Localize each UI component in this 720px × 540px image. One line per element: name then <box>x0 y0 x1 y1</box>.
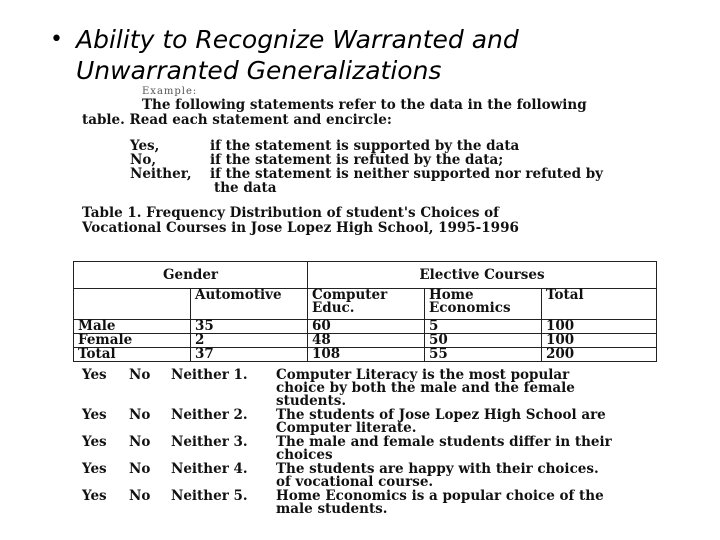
statement-item <box>82 490 662 516</box>
option-no <box>130 153 650 167</box>
cell-home-economics: 55 <box>425 348 542 362</box>
scanned-worksheet <box>78 86 662 526</box>
statement-number: 5. <box>233 488 248 504</box>
statement-line-2: male students. <box>276 501 388 517</box>
cell-computer: 60 <box>308 320 425 334</box>
statement-number: 1. <box>233 367 248 383</box>
instructions <box>82 98 642 128</box>
header-home-line-1: Home <box>429 287 474 303</box>
option-text: if the statement is refuted by the data; <box>210 152 504 168</box>
choice-yes[interactable]: Yes <box>82 407 107 423</box>
statement-line-3: students. <box>276 393 347 409</box>
statement-line-1: Home Economics is a popular choice of the <box>276 488 604 504</box>
choice-yes[interactable]: Yes <box>82 434 107 450</box>
frequency-table <box>73 261 657 362</box>
statement-text <box>276 463 662 489</box>
header-home-line-2: Economics <box>429 300 511 316</box>
statement-line-2: of vocational course. <box>276 474 434 490</box>
cell-automotive: 2 <box>191 334 308 348</box>
option-neither <box>130 167 650 181</box>
statement-line-1: The male and female students differ in their <box>276 434 612 450</box>
choice-neither[interactable] <box>171 369 276 408</box>
header-elective-courses: Elective Courses <box>308 262 657 289</box>
table-caption <box>82 206 642 236</box>
statement-number: 3. <box>233 434 248 450</box>
statement-item <box>82 369 662 408</box>
statement-line-1: The students are happy with their choices. <box>276 461 599 477</box>
option-key: Yes, <box>130 138 160 154</box>
answer-options <box>130 139 650 195</box>
header-automotive: Automotive <box>191 289 308 320</box>
table-caption-line-1: Table 1. Frequency Distribution of student's Choices of <box>82 205 499 221</box>
choice-neither-label: Neither <box>171 488 229 504</box>
cell-home-economics: 50 <box>425 334 542 348</box>
choice-neither-label: Neither <box>171 461 229 477</box>
cell-total: 100 <box>542 334 657 348</box>
statement-line-1: The students of Jose Lopez High School are <box>276 407 606 423</box>
header-total: Total <box>542 289 657 320</box>
instructions-line-2: table. Read each statement and encircle: <box>82 112 392 128</box>
option-text: if the statement is supported by the data <box>210 138 520 154</box>
statement-item <box>82 463 662 489</box>
table-row <box>74 348 657 362</box>
statement-text <box>276 369 662 408</box>
bullet-icon: • <box>50 27 63 52</box>
choice-neither-label: Neither <box>171 434 229 450</box>
statement-item <box>82 436 662 462</box>
title-line-2: Unwarranted Generalizations <box>76 56 442 85</box>
statement-item <box>82 409 662 435</box>
choice-no[interactable]: No <box>129 367 151 383</box>
statement-line-2: Computer literate. <box>276 420 417 436</box>
statement-number: 2. <box>233 407 248 423</box>
row-label: Total <box>74 348 191 362</box>
row-label: Female <box>74 334 191 348</box>
option-yes <box>130 139 650 153</box>
choice-neither-label: Neither <box>171 367 229 383</box>
slide-title-text <box>76 24 706 86</box>
option-text-continued: the data <box>214 180 277 196</box>
cell-automotive: 37 <box>191 348 308 362</box>
title-line-1: Ability to Recognize Warranted and <box>76 25 519 54</box>
choice-neither[interactable] <box>171 436 276 462</box>
table-header-row <box>74 262 657 289</box>
cell-computer: 48 <box>308 334 425 348</box>
choice-no[interactable]: No <box>129 461 151 477</box>
option-key: Neither, <box>130 166 192 182</box>
header-blank <box>74 289 191 320</box>
instructions-line-1: The following statements refer to the data in the following <box>142 97 587 113</box>
statement-line-2: choice by both the male and the female <box>276 380 575 396</box>
option-text: if the statement is neither supported nor refuted by <box>210 166 604 182</box>
statement-text <box>276 436 662 462</box>
header-computer-line-2: Educ. <box>312 300 355 316</box>
header-home-economics <box>425 289 542 320</box>
table-caption-line-2: Vocational Courses in Jose Lopez High School, 1995-1996 <box>82 220 519 236</box>
choice-no[interactable]: No <box>129 407 151 423</box>
row-label: Male <box>74 320 191 334</box>
cell-computer: 108 <box>308 348 425 362</box>
statement-text <box>276 409 662 435</box>
choice-yes[interactable]: Yes <box>82 461 107 477</box>
choice-neither[interactable] <box>171 490 276 516</box>
statement-line-1: Computer Literacy is the most popular <box>276 367 570 383</box>
cropped-heading: Example: <box>142 86 198 97</box>
cell-automotive: 35 <box>191 320 308 334</box>
header-computer <box>308 289 425 320</box>
cell-total: 200 <box>542 348 657 362</box>
choice-yes[interactable]: Yes <box>82 367 107 383</box>
cell-home-economics: 5 <box>425 320 542 334</box>
statement-text <box>276 490 662 516</box>
table-subheader-row <box>74 289 657 320</box>
choice-neither[interactable] <box>171 409 276 435</box>
statement-line-2: choices <box>276 447 333 463</box>
choice-yes[interactable]: Yes <box>82 488 107 504</box>
header-gender: Gender <box>74 262 308 289</box>
choice-no[interactable]: No <box>129 488 151 504</box>
choice-neither[interactable] <box>171 463 276 489</box>
statement-list <box>82 369 662 517</box>
choice-neither-label: Neither <box>171 407 229 423</box>
choice-no[interactable]: No <box>129 434 151 450</box>
option-key: No, <box>130 152 157 168</box>
cell-total: 100 <box>542 320 657 334</box>
statement-number: 4. <box>233 461 248 477</box>
header-computer-line-1: Computer <box>312 287 388 303</box>
